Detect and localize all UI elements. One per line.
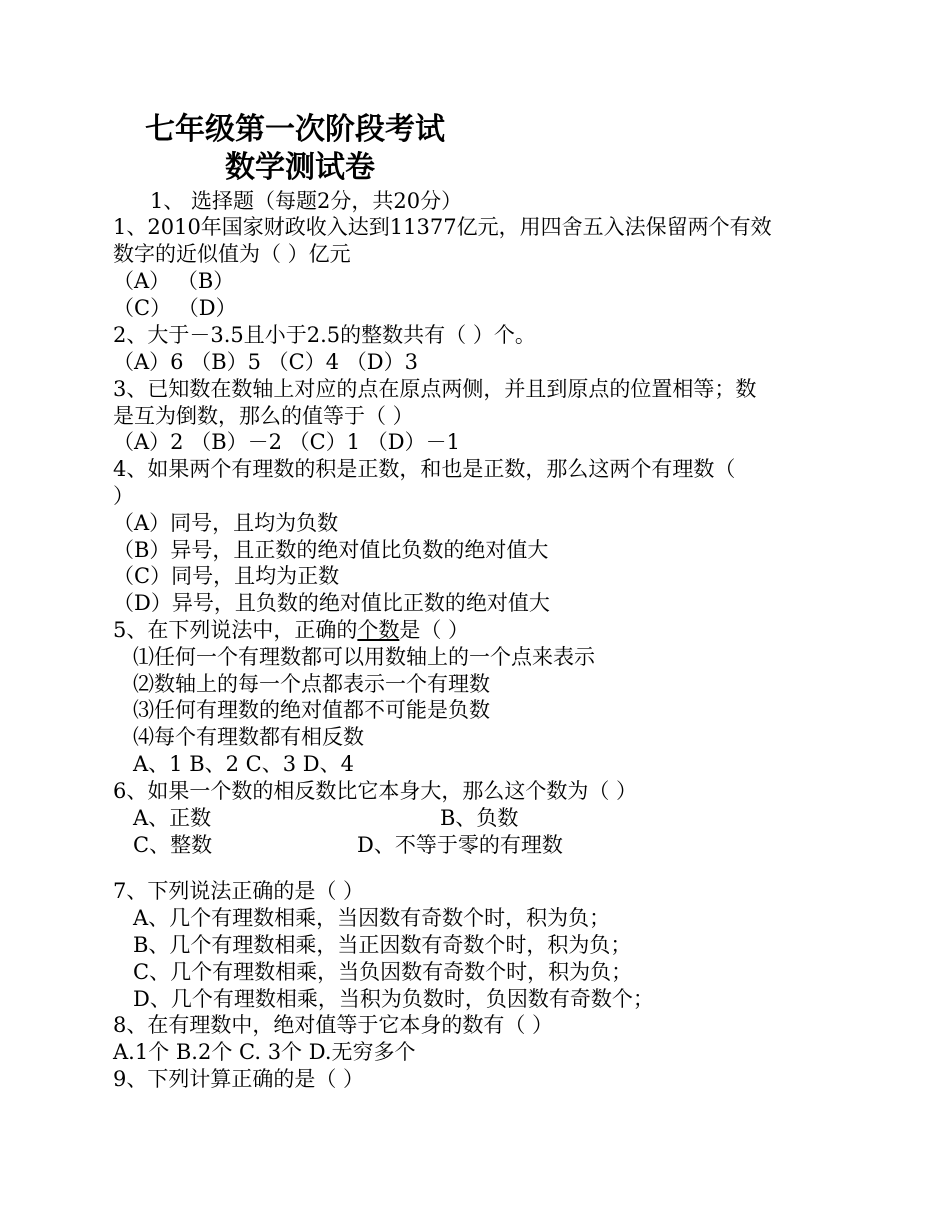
q4-stem-line2: ） bbox=[113, 484, 134, 508]
q7-option-d: D、几个有理数相乘，当积为负数时，负因数有奇数个； bbox=[133, 987, 654, 1011]
q1-options-ab: （A） （B） bbox=[113, 269, 235, 293]
q6-option-b: B、负数 bbox=[440, 806, 519, 830]
q7-option-b: B、几个有理数相乘，当正因数有奇数个时，积为负； bbox=[133, 933, 632, 957]
q4-option-a: （A）同号，且均为负数 bbox=[113, 511, 339, 535]
exam-title: 七年级第一次阶段考试 bbox=[145, 112, 445, 147]
q7-option-a: A、几个有理数相乘，当因数有奇数个时，积为负； bbox=[133, 906, 611, 930]
q7-stem: 7、下列说法正确的是（ ） bbox=[113, 879, 365, 903]
q1-stem-line2: 数字的近似值为（ ）亿元 bbox=[113, 242, 351, 266]
section-heading: 1、 选择题（每题2分，共20分） bbox=[150, 189, 463, 213]
q5-statement-4: ⑷每个有理数都有相反数 bbox=[133, 725, 364, 749]
q4-option-c: （C）同号，且均为正数 bbox=[113, 564, 340, 588]
q8-options: A.1个 B.2个 C. 3个 D.无穷多个 bbox=[113, 1040, 416, 1064]
q7-option-c: C、几个有理数相乘，当负因数有奇数个时，积为负； bbox=[133, 960, 633, 984]
q1-options-cd: （C） （D） bbox=[113, 296, 237, 320]
exam-subtitle: 数学测试卷 bbox=[225, 150, 375, 185]
q4-option-b: （B）异号，且正数的绝对值比负数的绝对值大 bbox=[113, 538, 549, 562]
q9-stem: 9、下列计算正确的是（ ） bbox=[113, 1067, 365, 1091]
q5-stem-suffix: 是（ ） bbox=[399, 618, 470, 642]
q6-option-d: D、不等于零的有理数 bbox=[357, 833, 563, 857]
q3-stem-line1: 3、已知数在数轴上对应的点在原点两侧，并且到原点的位置相等；数 bbox=[113, 377, 757, 401]
q4-stem-line1: 4、如果两个有理数的积是正数，和也是正数，那么这两个有理数（ bbox=[113, 457, 736, 481]
q5-stem bbox=[113, 617, 469, 643]
q2-options: （A）6 （B）5 （C）4 （D）3 bbox=[113, 350, 418, 374]
q1-stem-line1: 1、2010年国家财政收入达到11377亿元，用四舍五入法保留两个有效 bbox=[113, 215, 772, 239]
q5-stem-prefix: 5、在下列说法中，正确的 bbox=[113, 618, 358, 642]
q3-options: （A）2 （B）－2 （C）1 （D）－1 bbox=[113, 430, 460, 454]
q2-stem: 2、大于－3.5且小于2.5的整数共有（ ）个。 bbox=[113, 323, 536, 347]
q5-stem-underlined: 个数 bbox=[357, 618, 400, 642]
q5-statement-3: ⑶任何有理数的绝对值都不可能是负数 bbox=[133, 698, 490, 722]
q4-option-d: （D）异号，且负数的绝对值比正数的绝对值大 bbox=[113, 591, 550, 615]
q3-stem-line2: 是互为倒数，那么的值等于（ ） bbox=[113, 404, 414, 428]
q6-option-a: A、正数 bbox=[133, 806, 212, 830]
q5-statement-1: ⑴任何一个有理数都可以用数轴上的一个点来表示 bbox=[133, 645, 595, 669]
q5-options: A、1 B、2 C、3 D、4 bbox=[133, 752, 354, 776]
q8-stem: 8、在有理数中，绝对值等于它本身的数有（ ） bbox=[113, 1013, 554, 1037]
q6-stem: 6、如果一个数的相反数比它本身大，那么这个数为（ ） bbox=[113, 779, 638, 803]
q5-statement-2: ⑵数轴上的每一个点都表示一个有理数 bbox=[133, 672, 490, 696]
q6-option-c: C、整数 bbox=[133, 833, 213, 857]
